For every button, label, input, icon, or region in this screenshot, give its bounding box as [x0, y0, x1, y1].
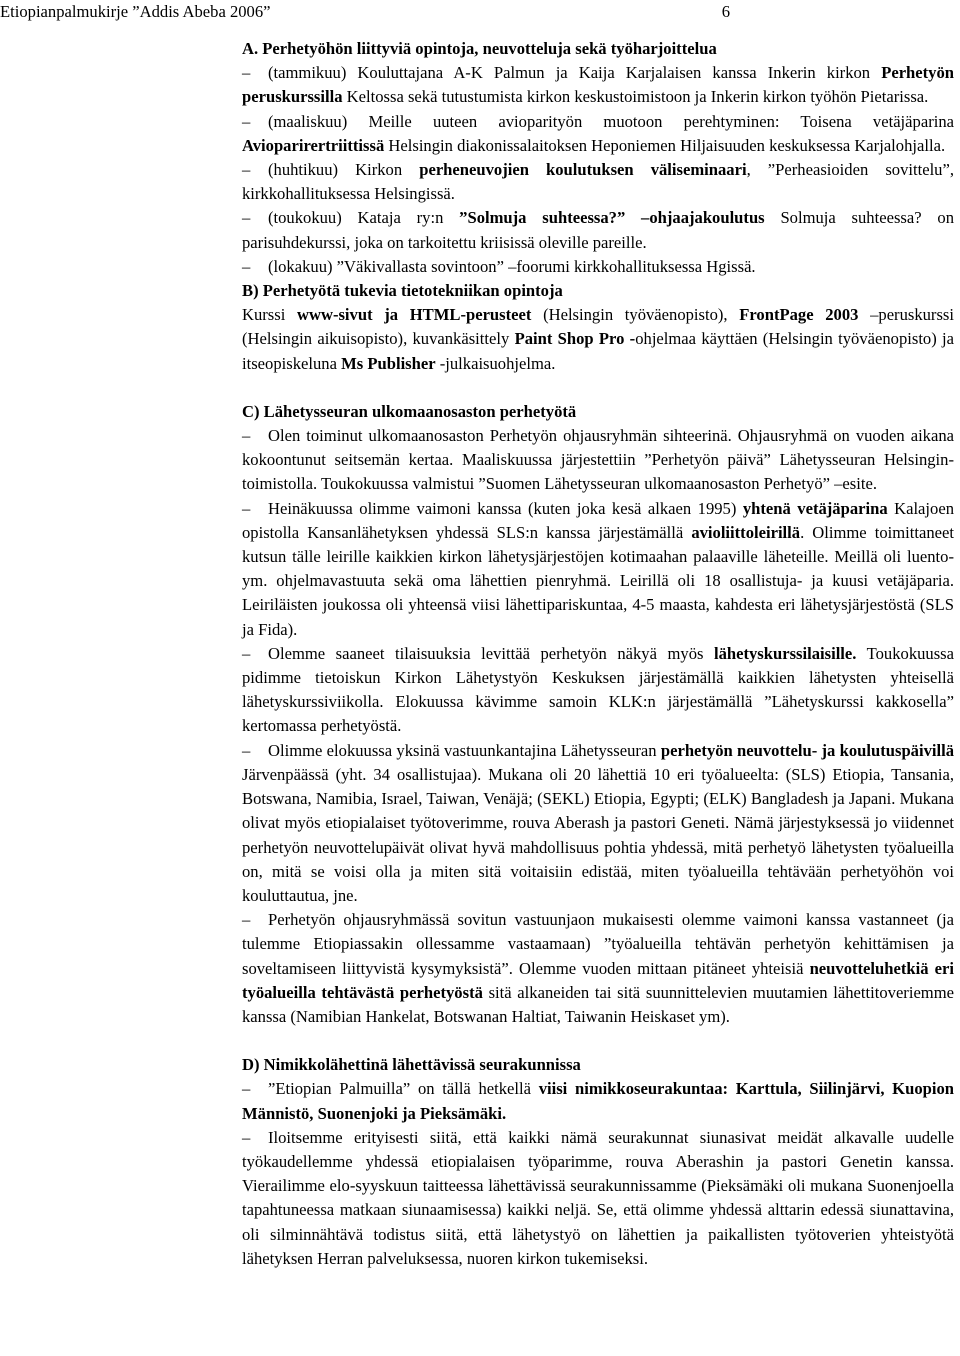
- text: (Helsingin työväenopisto),: [531, 305, 740, 325]
- bold-text: viisi nimikkoseurakuntaa: Karttula, Siilinjärvi, Kuopion Männistö, Suonenjoki ja Pieksämäki.: [242, 1079, 954, 1123]
- bold-text: FrontPage 2003: [739, 305, 859, 325]
- text: Kalajoen opistolla Kansanlähetyksen yhdessä SLS:n kanssa järjestämällä: [242, 498, 954, 542]
- paragraph: [242, 61, 954, 109]
- paragraph: [242, 255, 954, 279]
- paragraph: [242, 497, 954, 642]
- paragraph: [242, 110, 954, 158]
- section: [242, 1029, 954, 1271]
- section: [242, 279, 954, 376]
- bold-text: Perhetyön peruskurssilla: [242, 63, 954, 107]
- section-heading: B) Perhetyötä tukevia tietotekniikan opintoja: [242, 281, 563, 301]
- dash-bullet-icon: –: [242, 256, 251, 276]
- text: (lokakuu) ”Väkivallasta sovintoon” –foorumi kirkkohallituksessa Hgissä.: [268, 256, 756, 276]
- text: sitä alkaneiden tai sitä suunnittelevien muutamien lähettitoveriemme kanssa (Namibian Hankelat, Botswanan Haltiat, Taiwanin Heiskaset ym).: [242, 982, 954, 1026]
- paragraph: [242, 1126, 954, 1271]
- section: [242, 37, 954, 279]
- text: Olen toiminut ulkomaanosaston Perhetyön ohjausryhmän sihteerinä. Ohjausryhmä on vuoden aikana kokoontunut seitsemän kertaa. Maaliskuussa järjestettiin ”Perhetyön päivä” Lähetysseuran Helsingin-toimistolla. Toukokuussa valmistui ”Suomen Lähetysseuran ulkomaanosaston Perhetyö” –esite.: [242, 426, 954, 494]
- paragraph: [242, 1077, 954, 1125]
- bold-text: Avioparirertriittissä: [242, 135, 385, 155]
- section-gap: [242, 1029, 954, 1053]
- text: (huhtikuu) Kirkon: [268, 160, 420, 180]
- paragraph: [242, 158, 954, 206]
- dash-bullet-icon: –: [242, 643, 251, 663]
- text: (maaliskuu) Meille uuteen avioparityön muotoon perehtyminen: Toisena vetäjäparina: [268, 111, 954, 131]
- bold-text: yhtenä vetäjäparina: [742, 498, 888, 518]
- text: Keltossa sekä tutustumista kirkon keskustoimistoon ja Inkerin kirkon työhön Pietarissa.: [342, 87, 929, 107]
- dash-bullet-icon: –: [242, 910, 251, 930]
- text: Järvenpäässä (yht. 34 osallistujaa). Mukana oli 20 lähettiä 10 eri työalueelta: (SLS) Etiopia, Tansania, Botswana, Namibia, Israel, Taiwan, Venäjä; (SEKL) Etiopia, Egypti; (ELK) Bangladesh ja Japani. Mukana olivat myös etiopialaiset työtoverimme, rouva Aberash ja pastori Geneti. Nämä järjestyksessä jo viidennet perhetyön neuvottelupäivät olivat hyvä mahdollisuus pohtia yhdessä, mitä perhetyö lähetysten työalueilla on, mitä se voisi olla ja miten sitä voitaisiin edistää, miten työalueilla tehtävään perhetyöhön voi kouluttautua, jne.: [242, 764, 954, 905]
- document-body: [242, 37, 954, 1271]
- dash-bullet-icon: –: [242, 1127, 251, 1147]
- text: -julkaisuohjelma.: [435, 353, 556, 373]
- paragraph: [242, 424, 954, 497]
- bold-text: avioliittoleirillä: [691, 522, 801, 542]
- dash-bullet-icon: –: [242, 740, 251, 760]
- text: Perhetyön ohjausryhmässä sovitun vastuunjaon mukaisesti olemme vaimoni kanssa vastanneet (ja tulemme Etiopiassakin ollessamme vastaamaan) ”työalueilla tehtävän perhetyön kehittämisen ja soveltamiseen liittyvistä kysymyksistä”. Olemme vuoden mittaan pitäneet yhteisiä: [242, 910, 954, 978]
- section: [242, 376, 954, 1029]
- text: Olimme elokuussa yksinä vastuunkantajina Lähetysseuran: [268, 740, 661, 760]
- dash-bullet-icon: –: [242, 498, 251, 518]
- paragraph: [242, 303, 954, 376]
- text: Helsingin diakonissalaitoksen Heponiemen Hiljaisuuden keskuksessa Karjalohjalla.: [384, 135, 946, 155]
- text: –peruskurssi (Helsingin aikuisopisto), kuvankäsittely: [242, 305, 954, 349]
- bold-text: neuvotteluhetkiä eri työalueilla tehtävästä perhetyöstä: [242, 958, 954, 1002]
- paragraph: [242, 908, 954, 1029]
- text: Heinäkuussa olimme vaimoni kanssa (kuten joka kesä alkaen 1995): [268, 498, 743, 518]
- section-heading: D) Nimikkolähettinä lähettävissä seurakunnissa: [242, 1055, 581, 1075]
- text: ”Etiopian Palmuilla” on tällä hetkellä: [268, 1079, 539, 1099]
- text: Solmuja suhteessa? on parisuhdekurssi, joka on tarkoitettu kriisissä oleville pareille.: [242, 208, 954, 252]
- bold-text: ”Solmuja suhteessa?” –ohjaajakoulutus: [459, 208, 765, 228]
- text: Kurssi: [242, 305, 297, 325]
- page-number: 6: [721, 2, 730, 21]
- text: (toukokuu) Kataja ry:n: [268, 208, 460, 228]
- text: . Olimme toimittaneet kutsun tälle leirille kaikkien kirkon lähetysjärjestöjen kotimaahan palaaville läheteille. Meillä oli luento- ym. ohjelmavastuuta sekä oma lähettien pienryhmä. Leirillä oli 18 osallistuja- ja kuusi vetäjäparia. Leiriläisten joukossa oli yhteensä viisi lähettipariskuntaa, 4-5 maasta, kahdesta eri lähetysjärjestöstä (SLS ja Fida).: [242, 522, 954, 639]
- bold-text: Paint Shop Pro -: [514, 329, 636, 349]
- bold-text: perheneuvojien koulutuksen väliseminaari: [419, 160, 747, 180]
- dash-bullet-icon: –: [242, 160, 251, 180]
- bold-text: www-sivut ja HTML-perusteet: [297, 305, 532, 325]
- dash-bullet-icon: –: [242, 111, 251, 131]
- dash-bullet-icon: –: [242, 63, 251, 83]
- document-title: Etiopianpalmukirje ”Addis Abeba 2006”: [0, 2, 271, 21]
- section-heading: A. Perhetyöhön liittyviä opintoja, neuvotteluja sekä työharjoittelua: [242, 39, 717, 58]
- section-gap: [242, 376, 954, 400]
- paragraph: [242, 206, 954, 254]
- text: Toukokuussa pidimme tietoiskun Kirkon Lähetystyön Keskuksen järjestämällä kaikkien lähetysten yhteisellä lähetyskurssiviikolla. Elokuussa kävimme samoin KLK:n järjestämällä ”Lähetyskurssi kakkosella” kertomassa perhetyöstä.: [242, 643, 954, 736]
- bold-text: perhetyön neuvottelu- ja koulutuspäivillä: [660, 740, 955, 760]
- text: , ”Perheasioiden sovittelu”, kirkkohallituksessa Helsingissä.: [242, 160, 954, 204]
- text: Iloitsemme erityisesti siitä, että kaikki nämä seurakunnat siunasivat meidät alkavalle uudelle työkaudellemme yhdessä etiopialaisen työparimme, rouva Aberashin ja pastori Genetin kanssa. Vierailimme elo-syyskuun taitteessa lähettävissä seurakunnissamme (Pieksämäki oli mukana Suonenjoella tapahtuneessa matkaan siunaamisessa) kaikki neljä. Se, että olimme yhdessä alttarin edessä siunattavina, oli silminnähtävä todistus siitä, että lähetystyö on lähettien ja paikallisten työtoverien yhteistyötä lähetyksen Herran palveluksessa, nuoren kirkon tukemiseksi.: [242, 1127, 954, 1268]
- bold-text: lähetyskurssilaisille.: [713, 643, 857, 663]
- paragraph: [242, 642, 954, 739]
- dash-bullet-icon: –: [242, 1079, 251, 1099]
- dash-bullet-icon: –: [242, 426, 251, 446]
- text: ohjelmaa käyttäen (Helsingin työväenopisto) ja itseopiskeluna: [242, 329, 955, 373]
- paragraph: [242, 739, 954, 908]
- text: (tammikuu) Kouluttajana A-K Palmun ja Kaija Karjalaisen kanssa Inkerin kirkon: [268, 63, 882, 83]
- bold-text: Ms Publisher: [341, 353, 436, 373]
- dash-bullet-icon: –: [242, 208, 251, 228]
- section-heading: C) Lähetysseuran ulkomaanosaston perhetyötä: [242, 401, 577, 421]
- text: Olemme saaneet tilaisuuksia levittää perhetyön näkyä myös: [268, 643, 714, 663]
